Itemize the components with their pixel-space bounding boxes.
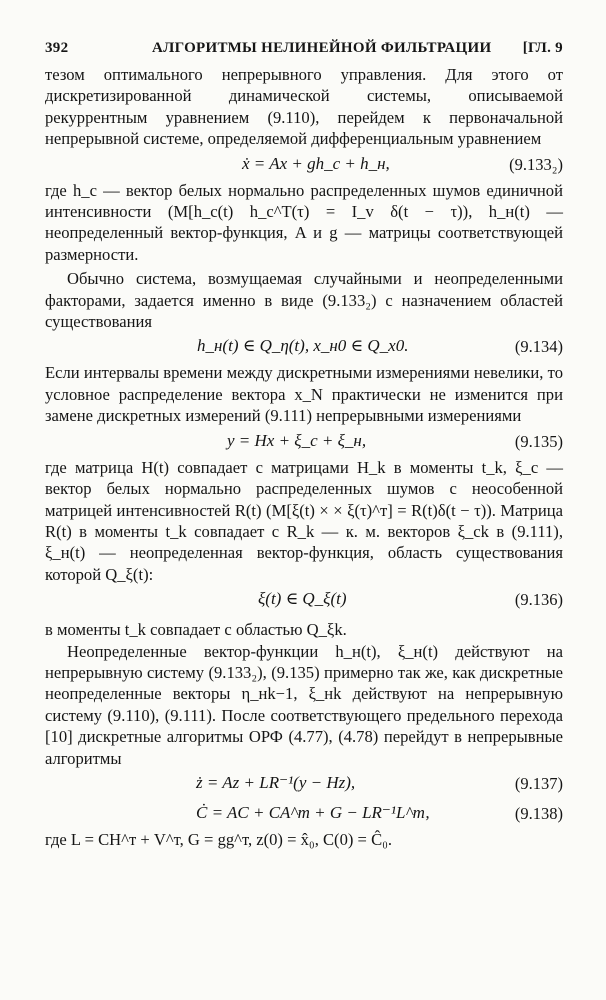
paragraph-8: где L = CH^т + V^т, G = gg^т, z(0) = x̂₀, C(0) = Ĉ₀. xyxy=(45,829,393,849)
book-page xyxy=(45,40,563,850)
page-number: 392 xyxy=(45,40,69,56)
equation-number: (9.135) xyxy=(514,431,563,451)
equation-formula: Ċ = AC + CA^т + G − LR⁻¹L^т, xyxy=(196,802,430,822)
equation-number: (9.133₂) xyxy=(509,154,563,174)
equation-number: (9.136) xyxy=(514,590,563,610)
equation-9-136 xyxy=(45,585,563,619)
equation-9-137 xyxy=(45,769,563,799)
equation-number: (9.137) xyxy=(514,773,563,793)
running-header xyxy=(45,40,563,64)
equation-formula: ξ(t) ∈ Q_ξ(t) xyxy=(258,589,347,609)
equation-formula: h_н(t) ∈ Q_η(t), x_н0 ∈ Q_x0. xyxy=(197,336,409,356)
equation-9-133-2 xyxy=(45,150,563,180)
paragraph-1: тезом оптимального непрерывного управления. Для этого от дискретизированной динамической системы, описываемой рекуррентным уравнением (9.110), перейдем к первоначальной непрерывной системе, определяемой дифференциальным уравнением xyxy=(45,65,563,149)
running-title: АЛГОРИТМЫ НЕЛИНЕЙНОЙ ФИЛЬТРАЦИИ xyxy=(152,40,492,56)
paragraph-3: Обычно система, возмущаемая случайными и неопределенными факторами, задается именно в виде (9.133₂) с назначением областей существования xyxy=(45,269,563,332)
equation-9-135 xyxy=(45,427,563,457)
equation-number: (9.134) xyxy=(514,337,563,357)
equation-number: (9.138) xyxy=(514,803,563,823)
paragraph-6: в моменты t_k совпадает с областью Q_ξk. xyxy=(45,620,347,640)
paragraph-7: Неопределенные вектор-функции h_н(t), ξ_н(t) действуют на непрерывную систему (9.133₂), (9.135) примерно так же, как дискретные неопределенные векторы η_нk−1, ξ_нk действуют на непрерывную систему (9.110), (9.111). После соответствующего предельного перехода [10] дискретные алгоритмы ОРФ (4.77), (4.78) перейдут в непрерывные алгоритмы xyxy=(45,641,563,768)
paragraph-4: Если интервалы времени между дискретными измерениями невелики, то условное распределение вектора x_N практически не изменится при замене дискретных измерений (9.111) непрерывными измерениями xyxy=(45,363,563,426)
equation-formula: ẋ = Ax + gh_c + h_н, xyxy=(242,153,390,173)
equation-formula: ż = Az + LR⁻¹(y − Hz), xyxy=(196,772,356,792)
chapter-marker: [ГЛ. 9 xyxy=(522,40,563,56)
equation-9-134 xyxy=(45,332,563,362)
equation-9-138 xyxy=(45,799,563,829)
equation-formula: y = Hx + ξ_c + ξ_н, xyxy=(227,430,367,450)
paragraph-5: где матрица H(t) совпадает с матрицами H_k в моменты t_k, ξ_c — вектор белых нормально распределенных шумов с неособенной матрицей интенсивностей R(t) (M[ξ(t) × × ξ(τ)^т] = R(t)δ(t − τ)). Матрица R(t) в моменты t_k совпадает с R_k — к. м. векторов ξ_ck в (9.111), ξ_н(t) — неопределенная вектор-функция, область существования которой Q_ξ(t): xyxy=(45,457,563,584)
paragraph-2: где h_c — вектор белых нормально распределенных шумов единичной интенсивности (M[h_c(t) h_c^T(τ) = I_v δ(t − τ)), h_н(t) — неопределенный вектор-функция, A и g — матрицы соответствующей размерности. xyxy=(45,180,563,264)
